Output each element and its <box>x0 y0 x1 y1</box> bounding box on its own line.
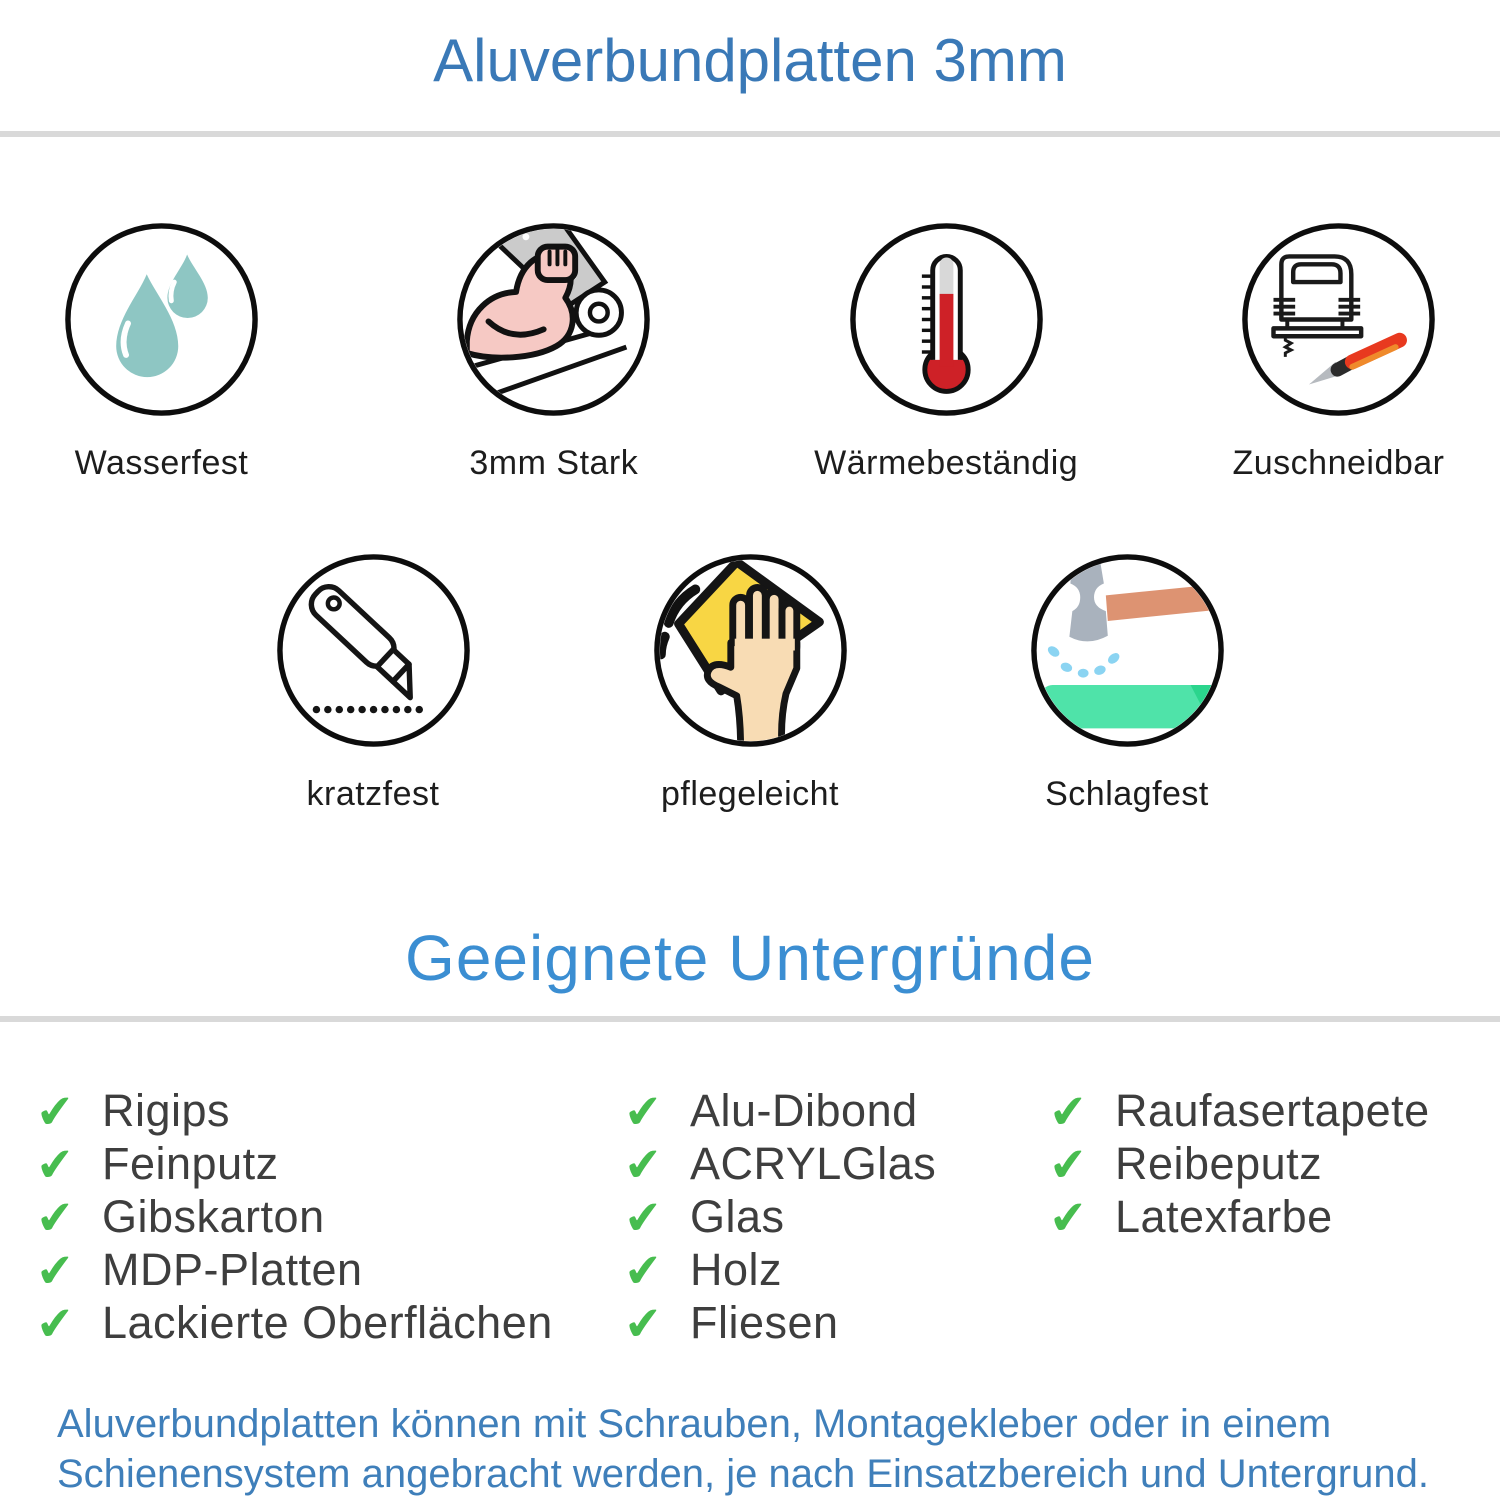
check-icon: ✔ <box>34 1188 77 1246</box>
substrate-label: Raufasertapete <box>1115 1084 1430 1136</box>
feature-label: Wasserfest <box>74 444 249 482</box>
list-item <box>34 1082 624 1140</box>
check-icon: ✔ <box>622 1241 665 1299</box>
check-icon: ✔ <box>622 1294 665 1352</box>
list-item <box>622 1241 1049 1299</box>
substrate-label: Gibskarton <box>102 1190 325 1242</box>
substrate-column-2 <box>622 1082 1049 1352</box>
list-item <box>34 1241 624 1299</box>
mounting-note <box>0 1399 1500 1499</box>
feature-pflegeleicht <box>652 552 849 813</box>
substrate-label: Holz <box>690 1243 783 1295</box>
section-title-untergruende: Geeignete Untergründe <box>405 922 1095 994</box>
page-title: Aluverbundplatten 3mm <box>433 27 1067 94</box>
list-item <box>1047 1082 1500 1140</box>
feature-label: Schlagfest <box>1045 775 1209 813</box>
check-icon: ✔ <box>622 1188 665 1246</box>
list-item <box>34 1135 624 1193</box>
substrate-label: Reibeputz <box>1115 1137 1323 1189</box>
feature-3mm-stark <box>455 221 652 482</box>
hammer-impact-icon <box>1029 552 1226 749</box>
substrate-label: Lackierte Oberflächen <box>102 1296 553 1348</box>
substrate-checklist <box>0 1082 1500 1352</box>
substrate-label: Fliesen <box>690 1296 839 1348</box>
thermometer-icon <box>848 221 1045 418</box>
feature-kratzfest <box>275 552 472 813</box>
list-item <box>622 1082 1049 1140</box>
feature-row-2 <box>0 552 1500 813</box>
substrate-column-3 <box>1049 1084 1500 1349</box>
check-icon: ✔ <box>34 1135 77 1193</box>
check-icon: ✔ <box>622 1135 665 1193</box>
list-item <box>622 1188 1049 1246</box>
utility-knife-icon <box>275 552 472 749</box>
check-icon: ✔ <box>1047 1082 1090 1140</box>
wiping-hand-cloth-icon <box>652 552 849 749</box>
check-icon: ✔ <box>34 1082 77 1140</box>
check-icon: ✔ <box>1047 1135 1090 1193</box>
list-item <box>622 1135 1049 1193</box>
substrate-label: MDP-Platten <box>102 1243 363 1295</box>
flexed-arm-panel-icon <box>455 221 652 418</box>
mounting-note-line2: Schienensystem angebracht werden, je nach Einsatzbereich und Untergrund. <box>57 1452 1429 1496</box>
check-icon: ✔ <box>34 1241 77 1299</box>
divider-middle <box>0 1016 1500 1022</box>
check-icon: ✔ <box>1047 1188 1090 1246</box>
feature-schlagfest <box>1029 552 1226 813</box>
list-item <box>34 1294 624 1352</box>
feature-row-1 <box>0 221 1500 482</box>
feature-label: kratzfest <box>306 775 440 813</box>
feature-label: pflegeleicht <box>660 775 839 813</box>
list-item <box>1047 1135 1500 1193</box>
feature-waermebestaendig <box>814 221 1079 482</box>
substrate-label: Feinputz <box>102 1137 279 1189</box>
feature-wasserfest <box>63 221 260 482</box>
substrate-label: Rigips <box>102 1084 231 1136</box>
water-drops-icon <box>63 221 260 418</box>
list-item <box>622 1294 1049 1352</box>
feature-label: Zuschneidbar <box>1232 444 1445 482</box>
divider-top <box>0 131 1500 137</box>
feature-label: Wärmebeständig <box>814 444 1079 482</box>
substrate-label: ACRYLGlas <box>690 1137 937 1189</box>
check-icon: ✔ <box>622 1082 665 1140</box>
check-icon: ✔ <box>34 1294 77 1352</box>
feature-zuschneidbar <box>1232 221 1445 482</box>
list-item <box>1047 1188 1500 1246</box>
jigsaw-cutter-icon <box>1240 221 1437 418</box>
substrate-label: Glas <box>690 1190 785 1242</box>
feature-label: 3mm Stark <box>469 444 639 482</box>
substrate-label: Latexfarbe <box>1115 1190 1333 1242</box>
substrate-column-1 <box>34 1082 624 1352</box>
substrate-label: Alu-Dibond <box>690 1084 918 1136</box>
list-item <box>34 1188 624 1246</box>
mounting-note-line1: Aluverbundplatten können mit Schrauben, Montagekleber oder in einem <box>57 1402 1332 1446</box>
